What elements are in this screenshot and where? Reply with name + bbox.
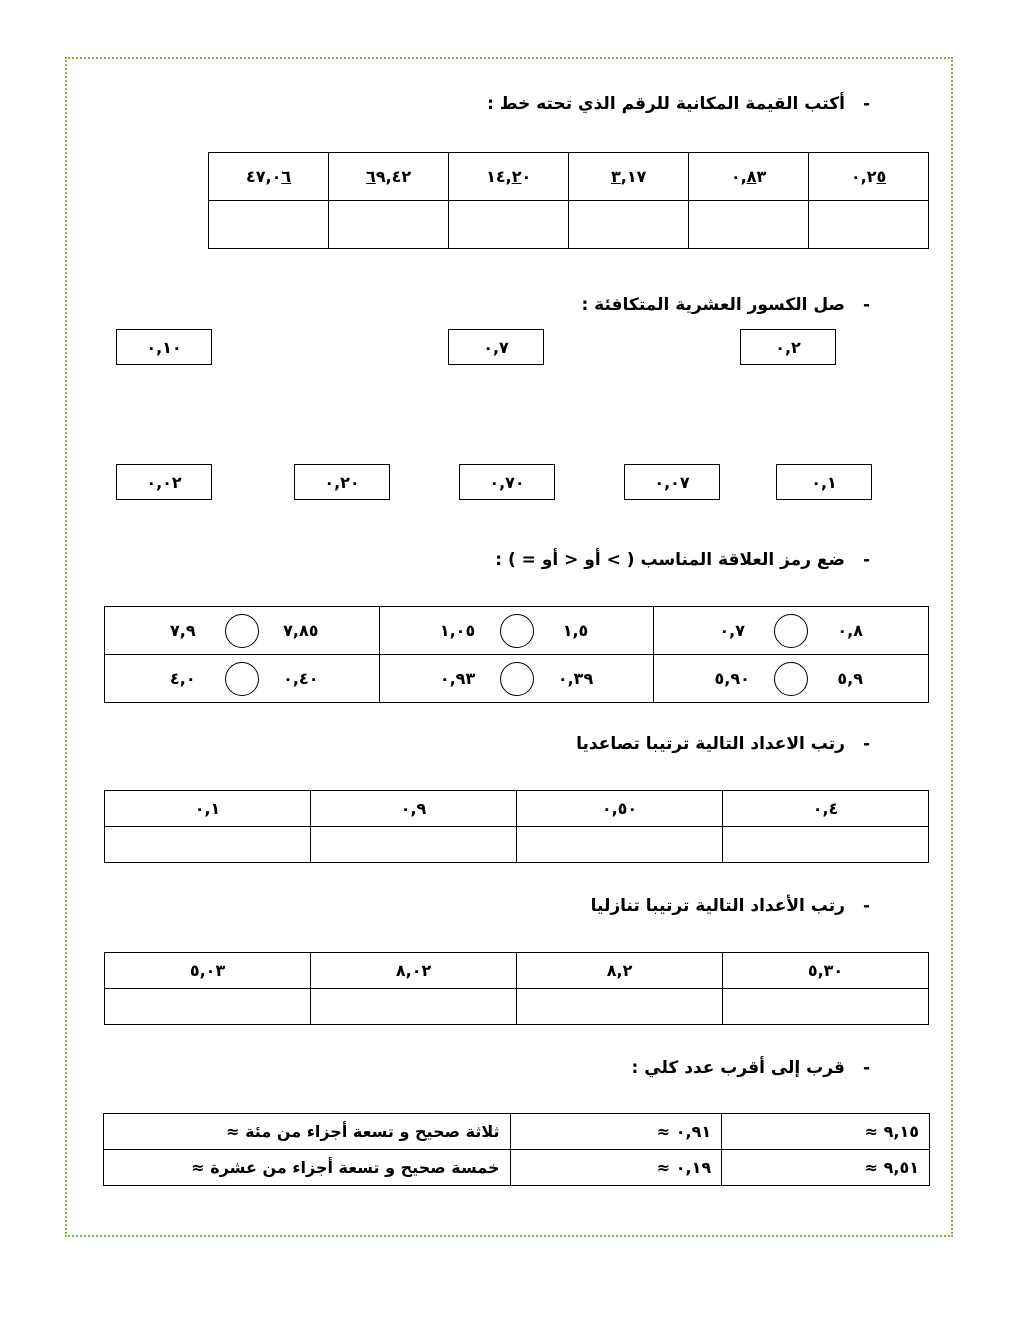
relation-circle[interactable] xyxy=(225,614,259,648)
number-cell: ٥,٣٠ xyxy=(723,953,929,989)
answer-cell[interactable] xyxy=(516,827,722,863)
question-4-heading: - رتب الاعداد التالية ترتيبا تصاعديا xyxy=(576,734,870,754)
answer-cell[interactable] xyxy=(311,989,517,1025)
answer-cell[interactable] xyxy=(689,201,809,249)
comparison-cell: ١,٥ ١,٠٥ xyxy=(379,607,654,655)
fraction-box-top[interactable]: ٠,١٠ xyxy=(116,329,212,365)
comparison-cell: ٠,٨ ٠,٧ xyxy=(654,607,929,655)
fraction-box-bottom[interactable]: ٠,١ xyxy=(776,464,872,500)
place-value-number-cell: ٦٩,٤٢ xyxy=(329,153,449,201)
comparison-cell: ٧,٨٥ ٧,٩ xyxy=(105,607,380,655)
place-value-numbers-row xyxy=(209,153,929,201)
answer-cell[interactable] xyxy=(517,989,723,1025)
number-cell: ٠,٥٠ xyxy=(516,791,722,827)
number-cell: ٠,١ xyxy=(105,791,311,827)
fraction-box-bottom[interactable]: ٠,٠٧ xyxy=(624,464,720,500)
answer-cell[interactable] xyxy=(723,827,929,863)
question-1-title: أكتب القيمة المكانية للرقم الذي تحته خط : xyxy=(487,94,845,114)
place-value-answer-row xyxy=(209,201,929,249)
answer-cell[interactable] xyxy=(311,827,517,863)
rounding-table xyxy=(103,1113,930,1186)
comparison-row xyxy=(105,655,929,703)
fraction-box-top[interactable]: ٠,٧ xyxy=(448,329,544,365)
number-cell: ٨,٠٢ xyxy=(311,953,517,989)
fraction-box-bottom[interactable]: ٠,٧٠ xyxy=(459,464,555,500)
number-cell: ٥,٠٣ xyxy=(105,953,311,989)
relation-circle[interactable] xyxy=(500,662,534,696)
question-6-title: قرب إلى أقرب عدد كلي : xyxy=(631,1058,845,1078)
place-value-number-cell: ٣,١٧ xyxy=(569,153,689,201)
answer-cell[interactable] xyxy=(723,989,929,1025)
question-5-heading: - رتب الأعداد التالية ترتيبا تنازليا xyxy=(590,896,870,916)
answer-cell[interactable] xyxy=(569,201,689,249)
rounding-cell[interactable]: ٩,١٥ ≈ xyxy=(722,1114,930,1150)
rounding-row xyxy=(104,1114,930,1150)
ascending-answer-row xyxy=(105,827,929,863)
place-value-number-cell: ١٤,٢٠ xyxy=(449,153,569,201)
fraction-box-bottom[interactable]: ٠,٠٢ xyxy=(116,464,212,500)
number-cell: ٠,٤ xyxy=(723,791,929,827)
fraction-box-bottom[interactable]: ٠,٢٠ xyxy=(294,464,390,500)
answer-cell[interactable] xyxy=(329,201,449,249)
rounding-cell[interactable]: خمسة صحيح و تسعة أجزاء من عشرة ≈ xyxy=(104,1150,511,1186)
relation-circle[interactable] xyxy=(500,614,534,648)
relation-circle[interactable] xyxy=(225,662,259,696)
answer-cell[interactable] xyxy=(209,201,329,249)
question-3-heading: - ضع رمز العلاقة المناسب ( > أو < أو = ) : xyxy=(495,550,870,570)
question-5-title: رتب الأعداد التالية ترتيبا تنازليا xyxy=(590,896,845,916)
answer-cell[interactable] xyxy=(809,201,929,249)
place-value-number-cell: ٠,٨٣ xyxy=(689,153,809,201)
ascending-order-table xyxy=(104,790,929,863)
comparison-cell: ٠,٣٩ ٠,٩٣ xyxy=(379,655,654,703)
question-4-title: رتب الاعداد التالية ترتيبا تصاعديا xyxy=(576,734,845,754)
fraction-box-top[interactable]: ٠,٢ xyxy=(740,329,836,365)
comparison-cell: ٥,٩ ٥,٩٠ xyxy=(654,655,929,703)
ascending-numbers-row xyxy=(105,791,929,827)
place-value-number-cell: ٤٧,٠٦ xyxy=(209,153,329,201)
descending-answer-row xyxy=(105,989,929,1025)
place-value-table xyxy=(208,152,929,249)
comparison-row xyxy=(105,607,929,655)
relation-circle[interactable] xyxy=(774,662,808,696)
rounding-cell[interactable]: ٠,١٩ ≈ xyxy=(510,1150,722,1186)
descending-order-table xyxy=(104,952,929,1025)
comparison-cell: ٠,٤٠ ٤,٠ xyxy=(105,655,380,703)
rounding-cell[interactable]: ثلاثة صحيح و تسعة أجزاء من مئة ≈ xyxy=(104,1114,511,1150)
rounding-cell[interactable]: ٩,٥١ ≈ xyxy=(722,1150,930,1186)
place-value-number-cell: ٠,٢٥ xyxy=(809,153,929,201)
relation-circle[interactable] xyxy=(774,614,808,648)
answer-cell[interactable] xyxy=(105,827,311,863)
answer-cell[interactable] xyxy=(105,989,311,1025)
question-6-heading: - قرب إلى أقرب عدد كلي : xyxy=(631,1058,870,1078)
rounding-row xyxy=(104,1150,930,1186)
question-2-title: صل الكسور العشرية المتكافئة : xyxy=(581,295,845,315)
comparison-table xyxy=(104,606,929,703)
question-1-heading: - أكتب القيمة المكانية للرقم الذي تحته خط : xyxy=(487,94,870,114)
rounding-cell[interactable]: ٠,٩١ ≈ xyxy=(510,1114,722,1150)
number-cell: ٨,٢ xyxy=(517,953,723,989)
descending-numbers-row xyxy=(105,953,929,989)
question-3-title: ضع رمز العلاقة المناسب ( > أو < أو = ) : xyxy=(495,550,845,570)
question-2-heading: - صل الكسور العشرية المتكافئة : xyxy=(581,295,870,315)
answer-cell[interactable] xyxy=(449,201,569,249)
number-cell: ٠,٩ xyxy=(311,791,517,827)
